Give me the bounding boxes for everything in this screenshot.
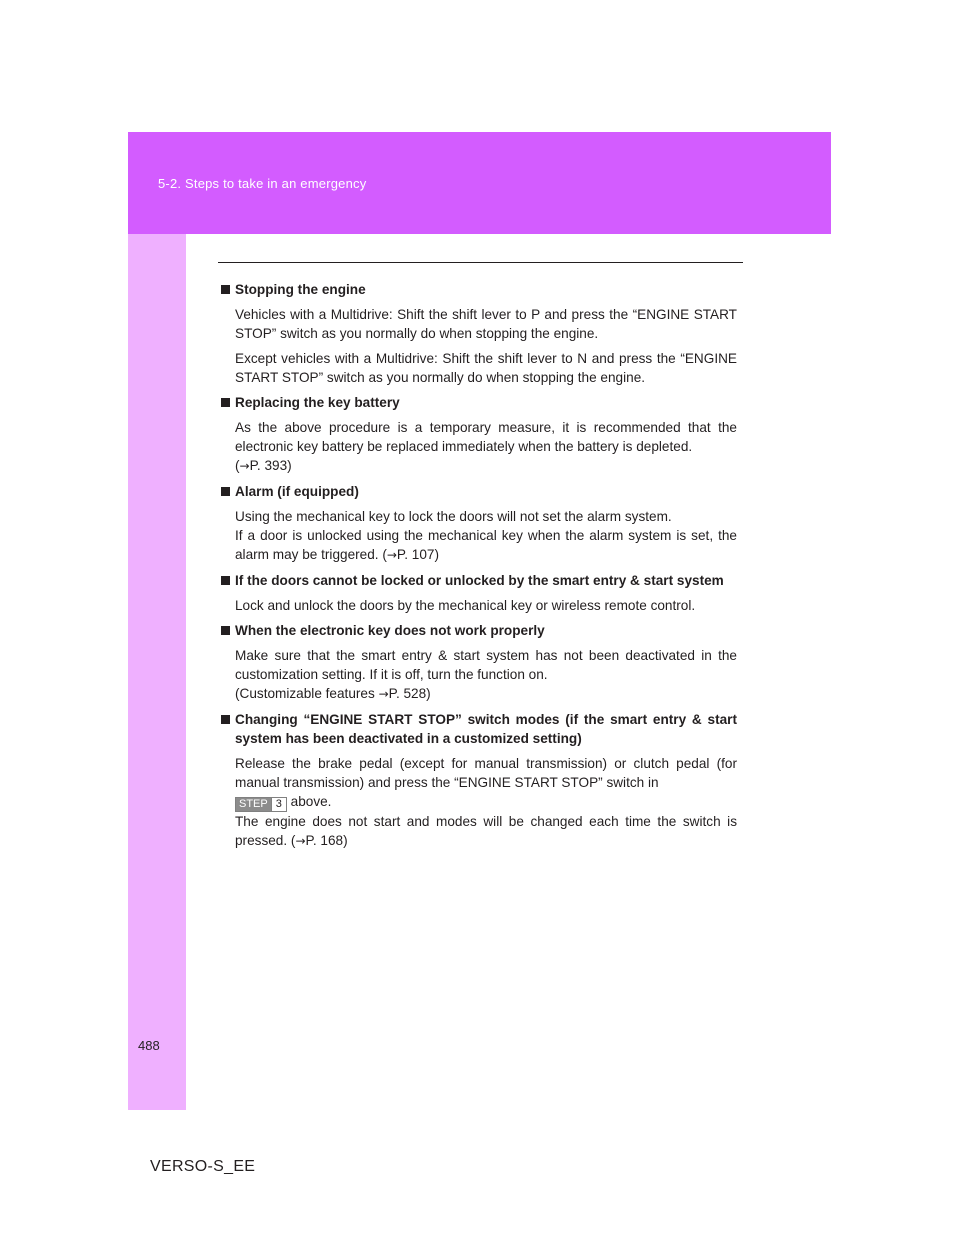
paragraph: As the above procedure is a temporary measure, it is recommended that the electronic key battery be replaced immediately when the battery is depleted. (→P. 393) bbox=[235, 420, 737, 473]
paragraph: Lock and unlock the doors by the mechanical key or wireless remote control. bbox=[235, 598, 696, 613]
section-alarm bbox=[220, 482, 737, 565]
section-key-not-working bbox=[220, 621, 737, 704]
section-heading: Alarm (if equipped) bbox=[220, 482, 737, 501]
section-switch-modes bbox=[220, 710, 737, 851]
page-reference[interactable]: P. 168) bbox=[305, 833, 348, 848]
section-title: 5-2. Steps to take in an emergency bbox=[158, 176, 367, 191]
section-doors-cannot-lock bbox=[220, 571, 737, 615]
section-key-battery bbox=[220, 393, 737, 476]
square-bullet-icon bbox=[221, 285, 230, 294]
page-reference[interactable]: P. 528) bbox=[388, 686, 431, 701]
footer-code: VERSO-S_EE bbox=[150, 1158, 256, 1175]
square-bullet-icon bbox=[221, 576, 230, 585]
section-heading: When the electronic key does not work properly bbox=[220, 621, 737, 640]
page-number: 488 bbox=[138, 1038, 160, 1053]
step-label: STEP 3 bbox=[235, 797, 287, 812]
paragraph: Make sure that the smart entry & start system has not been deactivated in the customization setting. If it is off, turn the function on. (Customizable features →P. 528) bbox=[235, 648, 737, 701]
section-heading: If the doors cannot be locked or unlocked by the smart entry & start system bbox=[220, 571, 737, 590]
side-band bbox=[128, 234, 186, 1110]
arrow-right-icon: → bbox=[386, 548, 397, 562]
arrow-right-icon: → bbox=[378, 687, 389, 701]
section-heading: Stopping the engine bbox=[220, 280, 737, 299]
square-bullet-icon bbox=[221, 487, 230, 496]
section-heading: Changing “ENGINE START STOP” switch modes (if the smart entry & start system has been deactivated in a customized setting) bbox=[220, 710, 737, 748]
square-bullet-icon bbox=[221, 715, 230, 724]
paragraph: Using the mechanical key to lock the doors will not set the alarm system. If a door is unlocked using the mechanical key when the alarm system is set, the alarm may be triggered. (→P. 107) bbox=[235, 509, 737, 562]
paragraph: Release the brake pedal (except for manual transmission) or clutch pedal (for manual transmission) and press the “ENGINE START STOP” switch in STEP 3 above. The engine does not start and modes will be changed each time the switch is pressed. (→P. 168) bbox=[235, 756, 737, 848]
paragraph: Vehicles with a Multidrive: Shift the shift lever to P and press the “ENGINE START STOP” switch as you normally do when stopping the engine. bbox=[235, 307, 737, 341]
square-bullet-icon bbox=[221, 626, 230, 635]
section-heading: Replacing the key battery bbox=[220, 393, 737, 412]
top-rule bbox=[218, 262, 743, 263]
section-stopping-engine bbox=[220, 280, 737, 387]
arrow-right-icon: → bbox=[239, 459, 250, 473]
page-reference[interactable]: P. 393) bbox=[249, 458, 292, 473]
page-header bbox=[128, 132, 831, 234]
page-content bbox=[220, 280, 737, 857]
page-reference[interactable]: P. 107) bbox=[396, 547, 439, 562]
square-bullet-icon bbox=[221, 398, 230, 407]
paragraph: Except vehicles with a Multidrive: Shift the shift lever to N and press the “ENGINE START STOP” switch as you normally do when stopping the engine. bbox=[235, 351, 737, 385]
arrow-right-icon: → bbox=[295, 834, 306, 848]
